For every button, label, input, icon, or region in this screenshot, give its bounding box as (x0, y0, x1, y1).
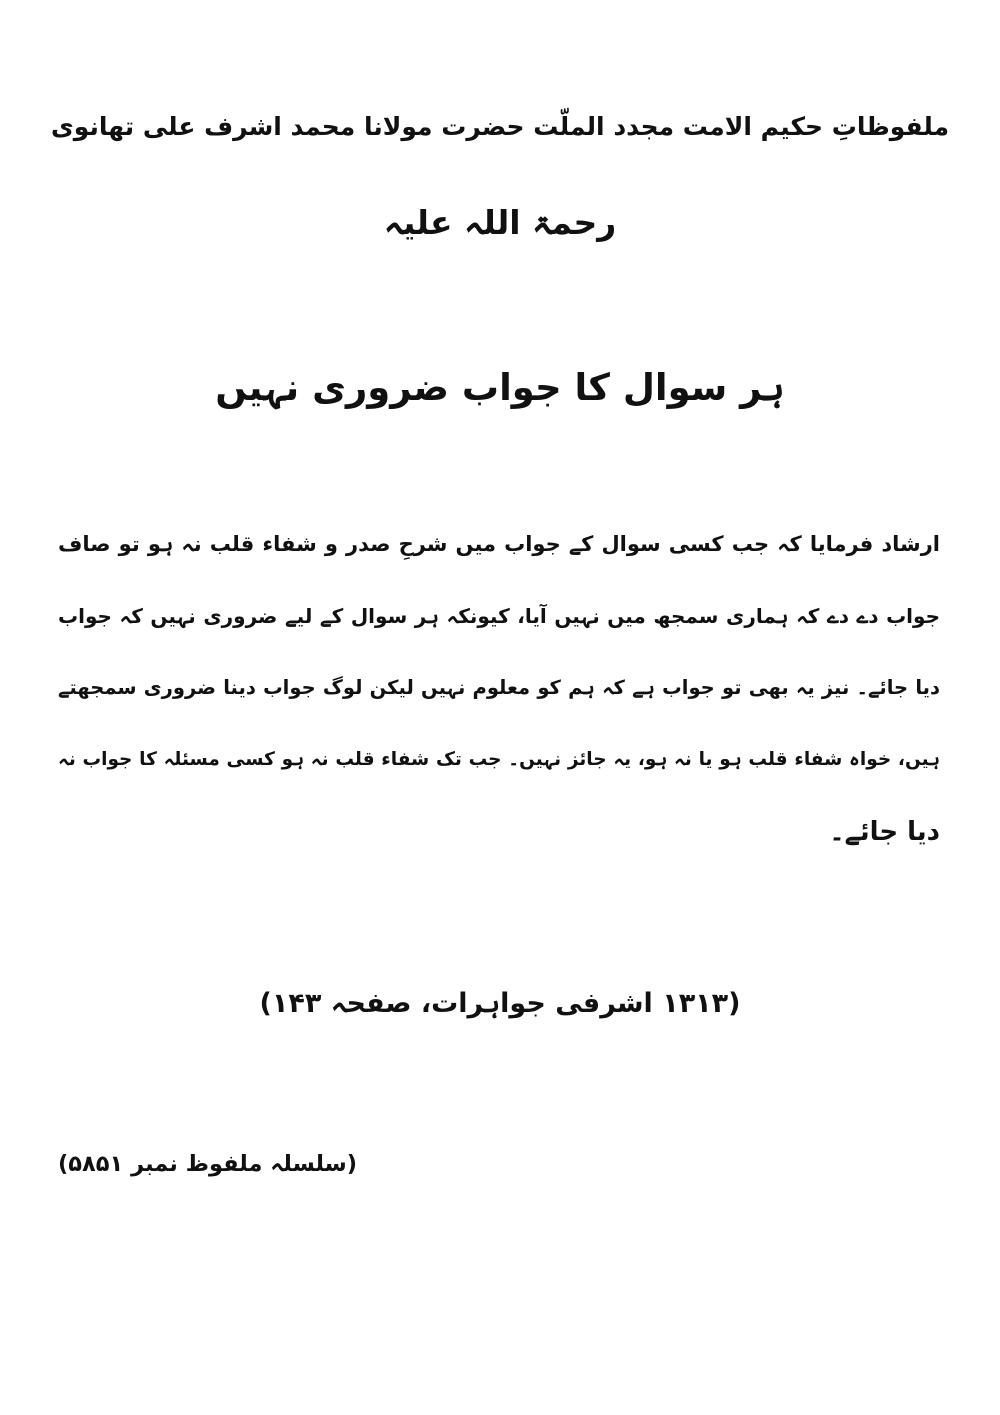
body-line-2: جواب دے دے کہ ہماری سمجھ میں نہیں آیا، کیونکہ ہر سوال کے لیے ضروری نہیں کہ جواب (58, 604, 940, 628)
header-title-line-1: ملفوظاتِ حکیم الامت مجدد الملّت حضرت مولانا محمد اشرف علی تھانوی (50, 112, 950, 141)
body-line-1: ارشاد فرمایا کہ جب کسی سوال کے جواب میں شرحِ صدر و شفاء قلب نہ ہو تو صاف (58, 532, 940, 556)
body-line-5: دیا جائے۔ (829, 817, 940, 847)
header-title-line-2: رحمۃ اللہ علیہ (383, 203, 617, 242)
reference-citation: (۱۳۱۳ اشرفی جواہرات، صفحہ ۱۴۳) (259, 988, 741, 1019)
body-line-4: ہیں، خواہ شفاء قلب ہو یا نہ ہو، یہ جائز نہیں۔ جب تک شفاء قلب نہ ہو کسی مسئلہ کا جواب نہ (58, 749, 940, 770)
body-paragraph (58, 508, 940, 868)
body-line-3: دیا جائے۔ نیز یہ بھی تو جواب ہے کہ ہم کو معلوم نہیں لیکن لوگ جواب دینا ضروری سمجھتے (58, 676, 940, 699)
section-title: ہر سوال کا جواب ضروری نہیں (215, 366, 785, 409)
series-number: (سلسلہ ملفوظ نمبر ۵۸۵۱) (58, 1151, 358, 1177)
